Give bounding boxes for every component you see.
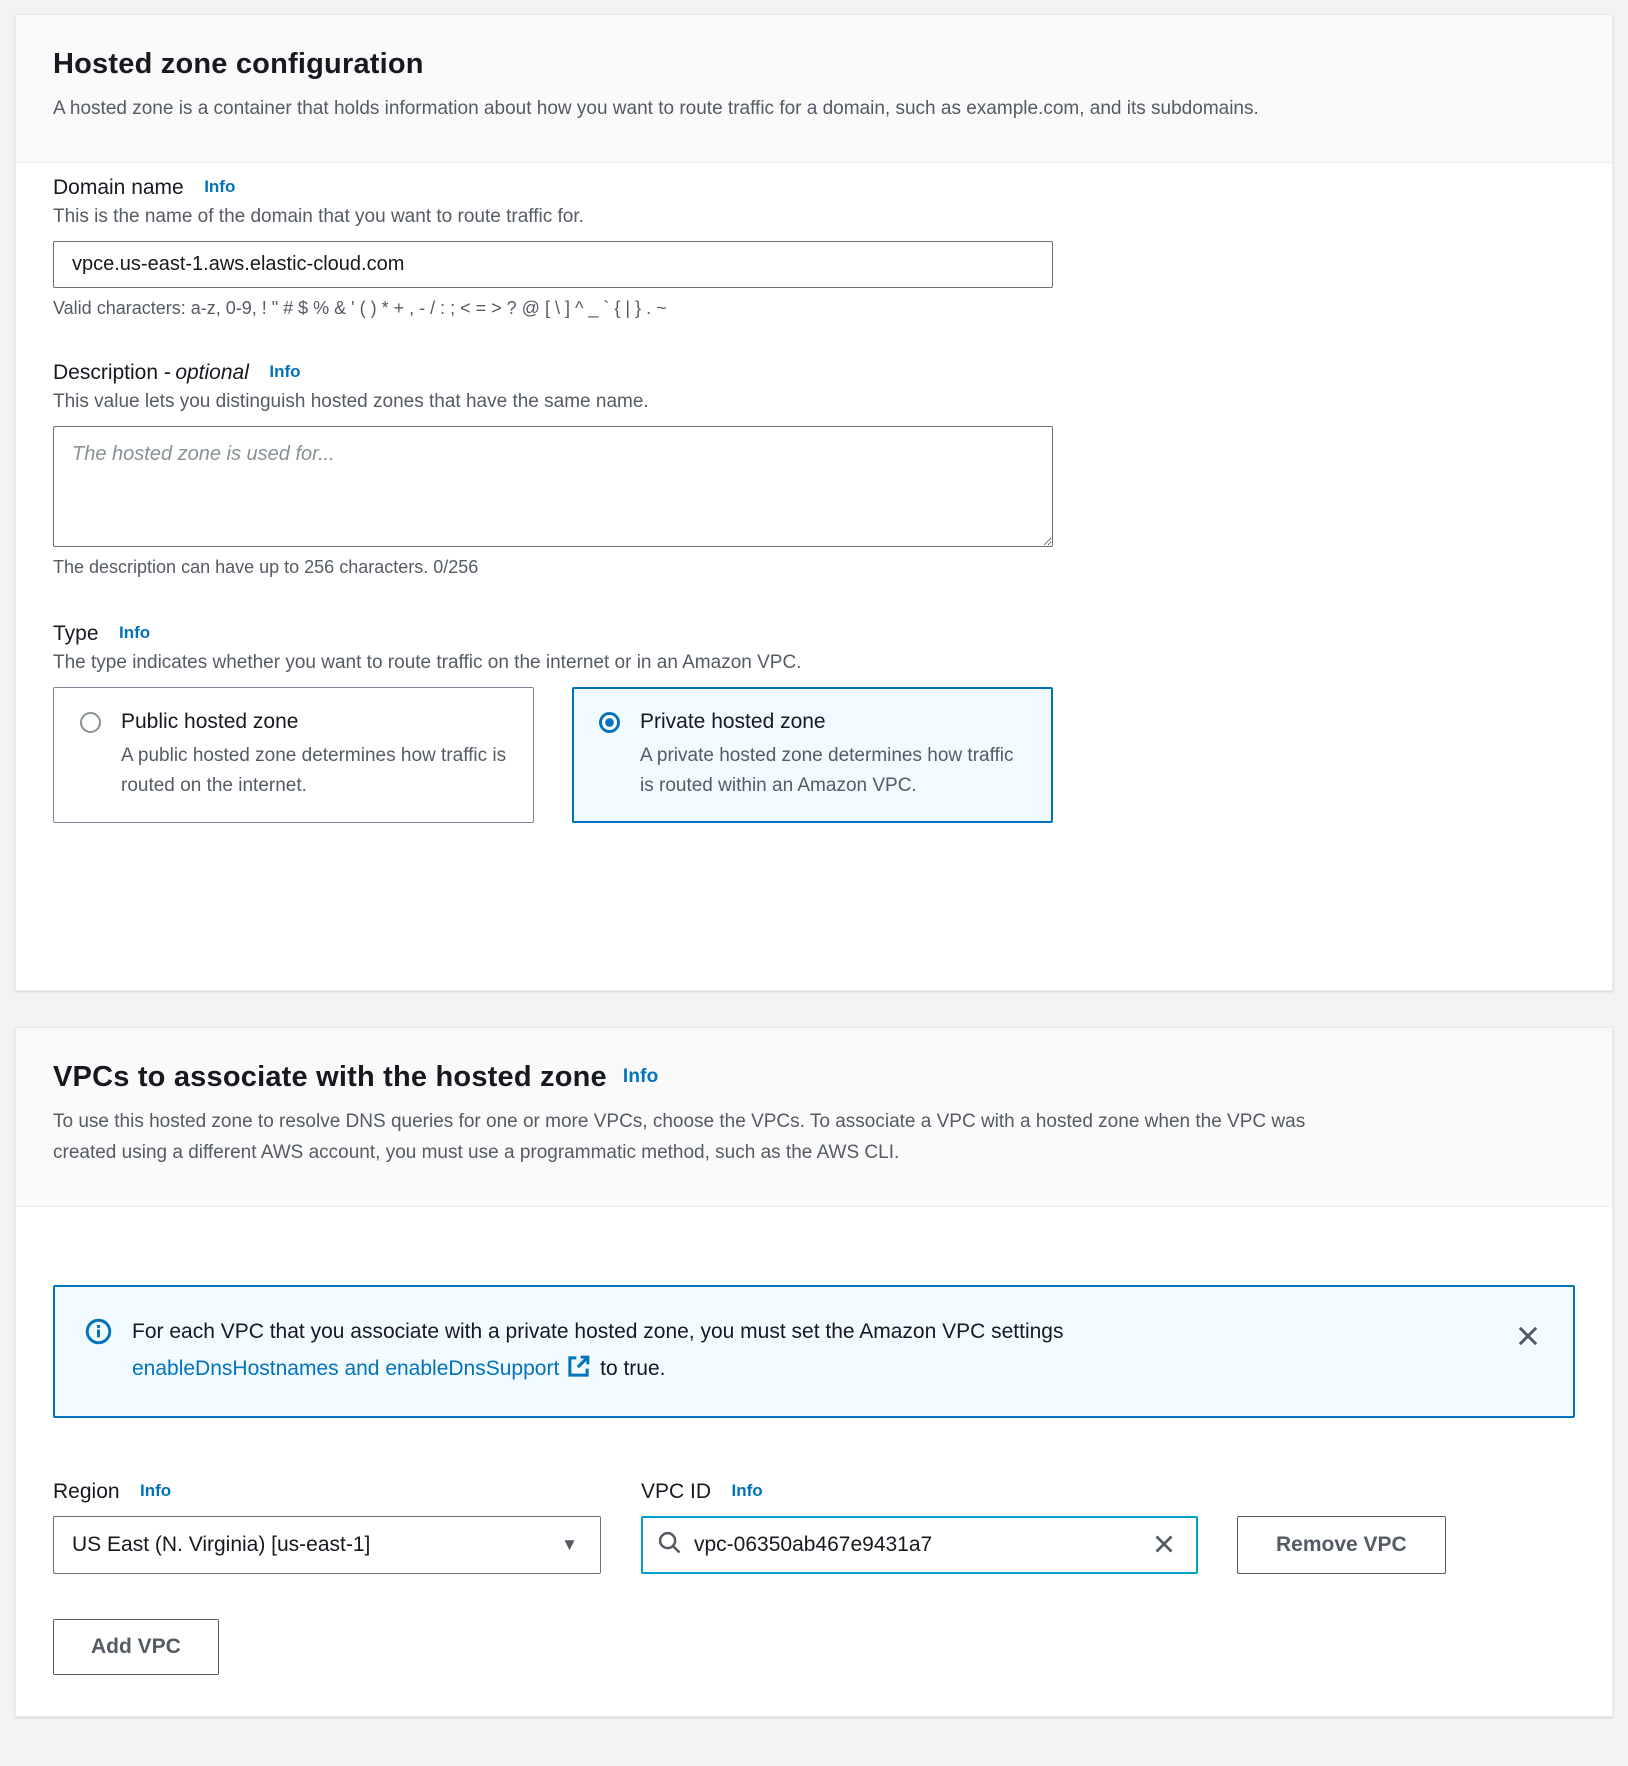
remove-vpc-button[interactable]: Remove VPC — [1237, 1516, 1446, 1574]
vpc-id-label: VPC ID — [641, 1480, 712, 1503]
private-hosted-zone-description: A private hosted zone determines how traffic is routed within an Amazon VPC. — [640, 745, 1014, 796]
vpcs-associate-card — [15, 1027, 1613, 1717]
vpc-field-labels-row — [53, 1480, 1575, 1504]
alert-close-icon[interactable] — [1511, 1319, 1545, 1356]
domain-name-hint: This is the name of the domain that you want to route traffic for. — [53, 206, 584, 227]
card-header — [16, 1028, 1612, 1207]
alert-message — [132, 1313, 1487, 1390]
vpcs-card-title: VPCs to associate with the hosted zone Info — [53, 1061, 659, 1093]
domain-name-label: Domain name — [53, 176, 184, 199]
private-hosted-zone-option[interactable] — [572, 687, 1053, 823]
description-field-group — [53, 361, 1575, 578]
add-vpc-button[interactable]: Add VPC — [53, 1619, 219, 1675]
card-body — [16, 163, 1612, 990]
vpc-id-info-link[interactable]: Info — [731, 1481, 763, 1500]
private-hosted-zone-radio[interactable] — [599, 712, 620, 733]
card-body — [16, 1285, 1612, 1716]
domain-name-input[interactable] — [53, 241, 1053, 288]
region-info-link[interactable]: Info — [140, 1481, 172, 1500]
chevron-down-icon: ▼ — [561, 1535, 578, 1554]
type-field-group — [53, 622, 1575, 823]
type-hint: The type indicates whether you want to route traffic on the internet or in an Amazon VPC. — [53, 652, 802, 673]
region-select[interactable] — [53, 1516, 601, 1574]
card-header — [16, 15, 1612, 163]
vpc-controls-row — [53, 1516, 1575, 1574]
enable-dns-settings-link[interactable]: enableDnsHostnames and enableDnsSupport — [132, 1357, 560, 1380]
public-hosted-zone-option[interactable] — [53, 687, 534, 823]
type-radio-group — [53, 687, 1575, 823]
external-link-icon — [567, 1360, 590, 1383]
vpc-id-input[interactable] — [694, 1533, 1148, 1557]
alert-text-line1: For each VPC that you associate with a private hosted zone, you must set the Amazon VPC settings — [132, 1320, 1064, 1343]
private-hosted-zone-title: Private hosted zone — [640, 710, 826, 733]
vpc-settings-info-alert — [53, 1285, 1575, 1418]
alert-text-line2: to true. — [600, 1357, 666, 1380]
type-label: Type — [53, 622, 99, 645]
description-info-link[interactable]: Info — [269, 362, 301, 381]
description-label: Description - — [53, 361, 171, 384]
vpc-id-search-field — [641, 1516, 1198, 1574]
public-hosted-zone-description: A public hosted zone determines how traffic is routed on the internet. — [121, 745, 507, 796]
description-textarea[interactable] — [53, 426, 1053, 547]
public-hosted-zone-radio[interactable] — [80, 712, 101, 733]
search-icon — [657, 1530, 682, 1560]
card-description: A hosted zone is a container that holds information about how you want to route traffic for a domain, such as example.com, and its subdomains. — [53, 98, 1259, 119]
description-label-optional: optional — [175, 361, 249, 384]
hosted-zone-configuration-card — [15, 14, 1613, 991]
page-title: Hosted zone configuration — [53, 48, 424, 80]
public-hosted-zone-title: Public hosted zone — [121, 710, 299, 733]
vpcs-info-link[interactable]: Info — [622, 1066, 659, 1087]
region-select-value: US East (N. Virginia) [us-east-1] — [72, 1533, 371, 1556]
vpcs-card-description: To use this hosted zone to resolve DNS queries for one or more VPCs, choose the VPCs. To associate a VPC with a hosted zone when the VPC was created using a different AWS account, you must use a programmatic method, such as the AWS CLI. — [53, 1111, 1306, 1163]
domain-name-field-group — [53, 176, 1575, 319]
info-circle-icon — [85, 1318, 112, 1350]
clear-input-icon[interactable] — [1148, 1528, 1180, 1563]
region-label: Region — [53, 1480, 120, 1503]
domain-name-info-link[interactable]: Info — [204, 177, 236, 196]
description-constraint: The description can have up to 256 characters. 0/256 — [53, 557, 479, 577]
description-hint: This value lets you distinguish hosted zones that have the same name. — [53, 391, 649, 412]
type-info-link[interactable]: Info — [118, 623, 151, 642]
domain-name-constraint: Valid characters: a-z, 0-9, ! " # $ % & ' ( ) * + , - / : ; < = > ? @ [ \ ] ^ _ ` { | } . ~ — [53, 298, 667, 318]
